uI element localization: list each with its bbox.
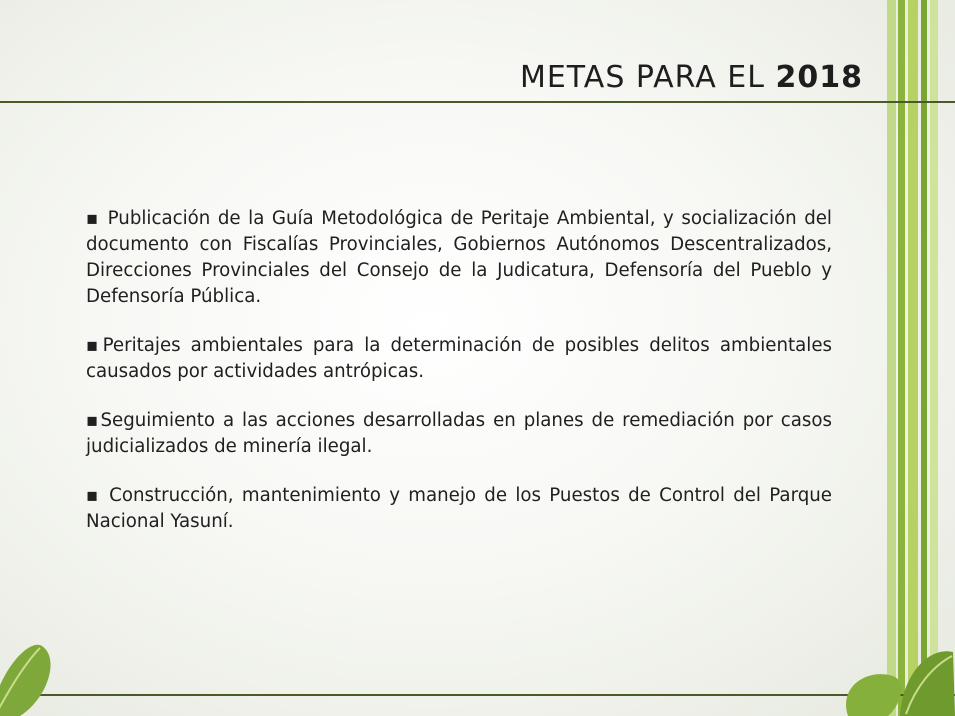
bullet-item — [86, 206, 832, 310]
bullet-text: Seguimiento a las acciones desarrolladas en planes de remediación por casos judicializados de minería ilegal. — [86, 410, 832, 457]
green-stripe-decoration — [887, 0, 896, 716]
title-divider — [0, 101, 955, 103]
bullet-item — [86, 408, 832, 460]
bottom-divider — [0, 694, 955, 696]
bullet-marker-icon: ▪ — [86, 335, 103, 356]
bullet-text: Publicación de la Guía Metodológica de Peritaje Ambiental, y socialización del documento con Fiscalías Provinciales, Gobiernos Autónomos Descentralizados, Direcciones Provinciales del Consejo de la Judicatura, Defensoría del Pueblo y Defensoría Pública. — [86, 208, 832, 307]
leaf-icon — [838, 646, 955, 716]
bullet-marker-icon: ▪ — [86, 410, 101, 431]
bullet-text: Peritajes ambientales para la determinación de posibles delitos ambientales causados por actividades antrópicas. — [86, 335, 832, 382]
bullet-list — [86, 206, 832, 558]
title-text: METAS PARA EL — [519, 60, 776, 95]
slide-title — [520, 60, 863, 95]
bullet-item — [86, 333, 832, 385]
leaf-icon — [0, 628, 70, 716]
green-stripe-decoration — [930, 0, 938, 716]
bullet-marker-icon: ▪ — [86, 208, 101, 229]
bullet-text: Construcción, mantenimiento y manejo de los Puestos de Control del Parque Nacional Yasuní. — [86, 485, 832, 532]
bullet-item — [86, 483, 832, 535]
green-stripe-decoration — [898, 0, 905, 716]
green-stripe-decoration — [921, 0, 927, 716]
bullet-marker-icon: ▪ — [86, 485, 101, 506]
green-stripe-decoration — [908, 0, 918, 716]
title-year: 2018 — [775, 60, 863, 95]
